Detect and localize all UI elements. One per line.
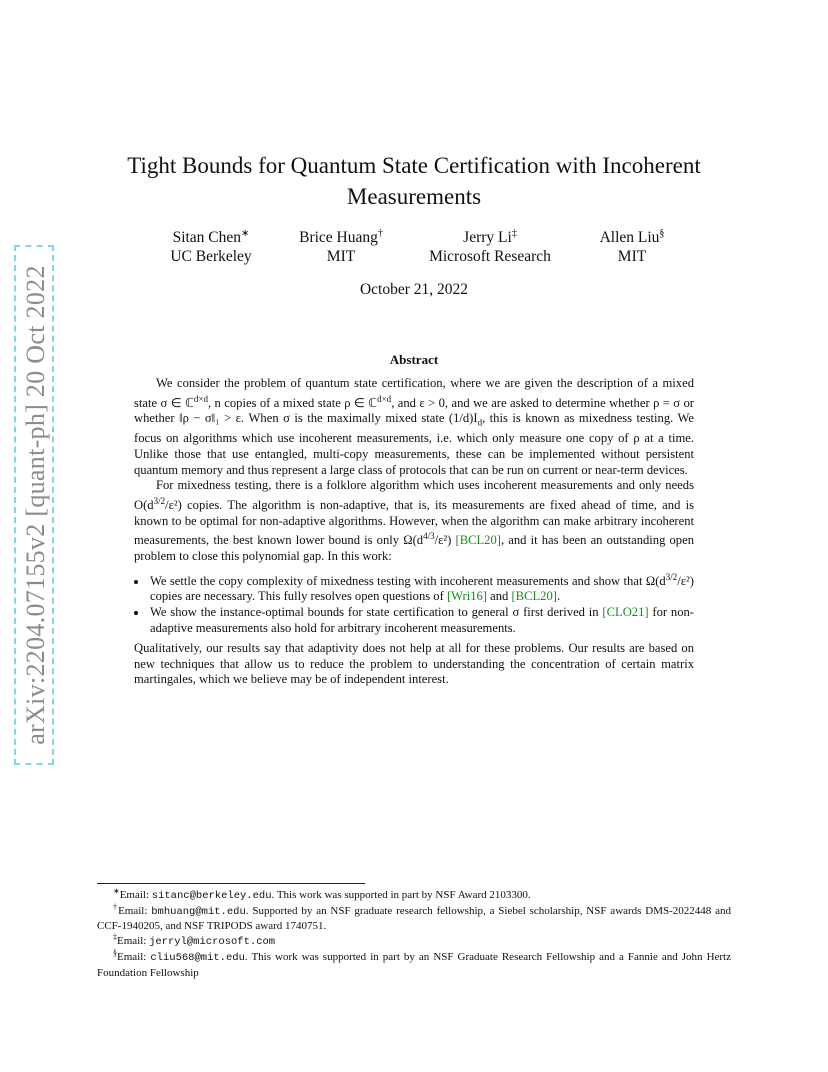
- paper-date: October 21, 2022: [359, 281, 469, 298]
- footnote: §Email: cliu568@mit.edu. This work was supported in part by an NSF Graduate Research Fellowship and a Fannie and John Hertz Foundation Fellowship: [97, 948, 731, 979]
- footnote: ∗Email: sitanc@berkeley.edu. This work was supported in part by NSF Award 2103300.: [113, 886, 531, 902]
- paper-title: Tight Bounds for Quantum State Certification with Incoherent Measurements: [127, 153, 701, 209]
- footnote-text: This work was supported in part by an NSF Graduate Research Fellowship and a Fannie and John Hertz Foundation Fellowship: [97, 950, 731, 979]
- author-name: Allen Liu: [599, 229, 660, 246]
- author-affiliation: UC Berkeley: [170, 248, 252, 265]
- footnote-mark: ‡: [113, 932, 117, 942]
- footnote-mark: §: [113, 948, 117, 958]
- email-link[interactable]: bmhuang@mit.edu: [151, 905, 246, 918]
- email-link[interactable]: sitanc@berkeley.edu: [151, 890, 272, 902]
- footnote-label: Email:: [119, 889, 150, 901]
- citation-link[interactable]: [BCL20]: [455, 533, 501, 548]
- citation-link[interactable]: [CLO21]: [602, 604, 649, 619]
- author-affiliation: Microsoft Research: [429, 248, 551, 265]
- abstract-paragraph: Qualitatively, our results say that adaptivity does not help at all for these problems. Our results are based on new techniques that allow us to reduce the problem to understanding the concentration of certain matrix martingales, which we believe may be of independent interest.: [134, 641, 694, 687]
- email-link[interactable]: cliu568@mit.edu: [150, 951, 245, 964]
- arxiv-identifier: arXiv:2204.07155v2 [quant-ph] 20 Oct 2022: [21, 265, 50, 745]
- footnote-label: Email:: [117, 935, 147, 948]
- footnote-text: Supported by an NSF graduate research fellowship, a Siebel scholarship, NSF awards DMS-2022448 and CCF-1940205, and NSF TRIPODS award 1740751.: [97, 904, 732, 933]
- contribution-item: • We show the instance-optimal bounds for state certification to general σ first derived in [CLO21] for non-adaptive measurements also hold for arbitrary incoherent measurements.: [148, 605, 694, 636]
- author-block: [429, 228, 551, 266]
- footnote-mark: ∗: [113, 886, 120, 896]
- footnotes: [97, 888, 731, 980]
- author-name: Sitan Chen: [172, 229, 242, 246]
- contribution-list: [134, 570, 694, 637]
- contribution-item: • We settle the copy complexity of mixedness testing with incoherent measurements and show that $\Omega(d^{3/2}/\varepsilon^2)$ copies are necessary. This fully resolves open questions of [Wri16] and [BCL20].: [148, 570, 694, 605]
- author-footnote-mark: ‡: [511, 227, 517, 239]
- footnote-label: Email:: [117, 950, 147, 963]
- author-footnote-mark: †: [377, 227, 383, 239]
- citation-link[interactable]: [BCL20]: [511, 589, 557, 604]
- abstract-paragraph: We consider the problem of quantum state certification, where we are given the description of a mixed state σ ∈ ℂ$^{d\times d}$, n copies of a mixed state ρ ∈ ℂ$^{d\times d}$, and ε > 0, and we are asked to determine whether ρ = σ or whether ‖ρ − σ‖₁ > ε. When σ is the maximally mixed state $(1/d)I_d$, this is known as mixedness testing. We focus on algorithms which use incoherent measurements, i.e. which only measure one copy of ρ at a time. Unlike those that use entangled, multi-copy measurements, these can be implemented without persistent quantum memory and thus represent a large class of protocols that can be run on current or near-term devices.: [134, 376, 695, 477]
- footnote-divider: [97, 883, 365, 884]
- abstract-body: [134, 376, 694, 688]
- author-name: Brice Huang: [299, 229, 378, 246]
- abstract-heading: Abstract: [389, 352, 439, 367]
- author-block: [170, 228, 251, 266]
- author-block: [600, 228, 665, 266]
- email-link[interactable]: jerryl@microsoft.com: [149, 936, 276, 949]
- author-name: Jerry Li: [463, 229, 512, 246]
- abstract-paragraph: For mixedness testing, there is a folklore algorithm which uses incoherent measurements and only needs $O(d^{3/2}/\varepsilon^2)$ copies. The algorithm is non-adaptive, that is, its measurements are fixed ahead of time, and is known to be optimal for non-adaptive algorithms. However, when the algorithm can make arbitrary incoherent measurements, the best known lower bound is only $\Omega(d^{4/3}/\varepsilon^2)$ [BCL20], and it has been an outstanding open problem to close this polynomial gap. In this work:: [134, 478, 694, 564]
- author-affiliation: MIT: [617, 248, 647, 265]
- author-footnote-mark: §: [659, 227, 665, 239]
- footnote-text: This work was supported in part by NSF Award 2103300.: [276, 889, 531, 901]
- author-affiliation: MIT: [326, 248, 356, 265]
- footnote-mark: †: [113, 902, 119, 912]
- footnote: [97, 934, 731, 950]
- author-footnote-mark: ∗: [241, 227, 250, 239]
- citation-link[interactable]: [Wri16]: [446, 589, 487, 604]
- author-block: [299, 228, 383, 266]
- footnote: †Email: bmhuang@mit.edu. Supported by an NSF graduate research fellowship, a Siebel scholarship, NSF awards DMS-2022448 and CCF-1940205, and NSF TRIPODS award 1740751.: [97, 902, 732, 933]
- footnote-label: Email:: [118, 904, 148, 917]
